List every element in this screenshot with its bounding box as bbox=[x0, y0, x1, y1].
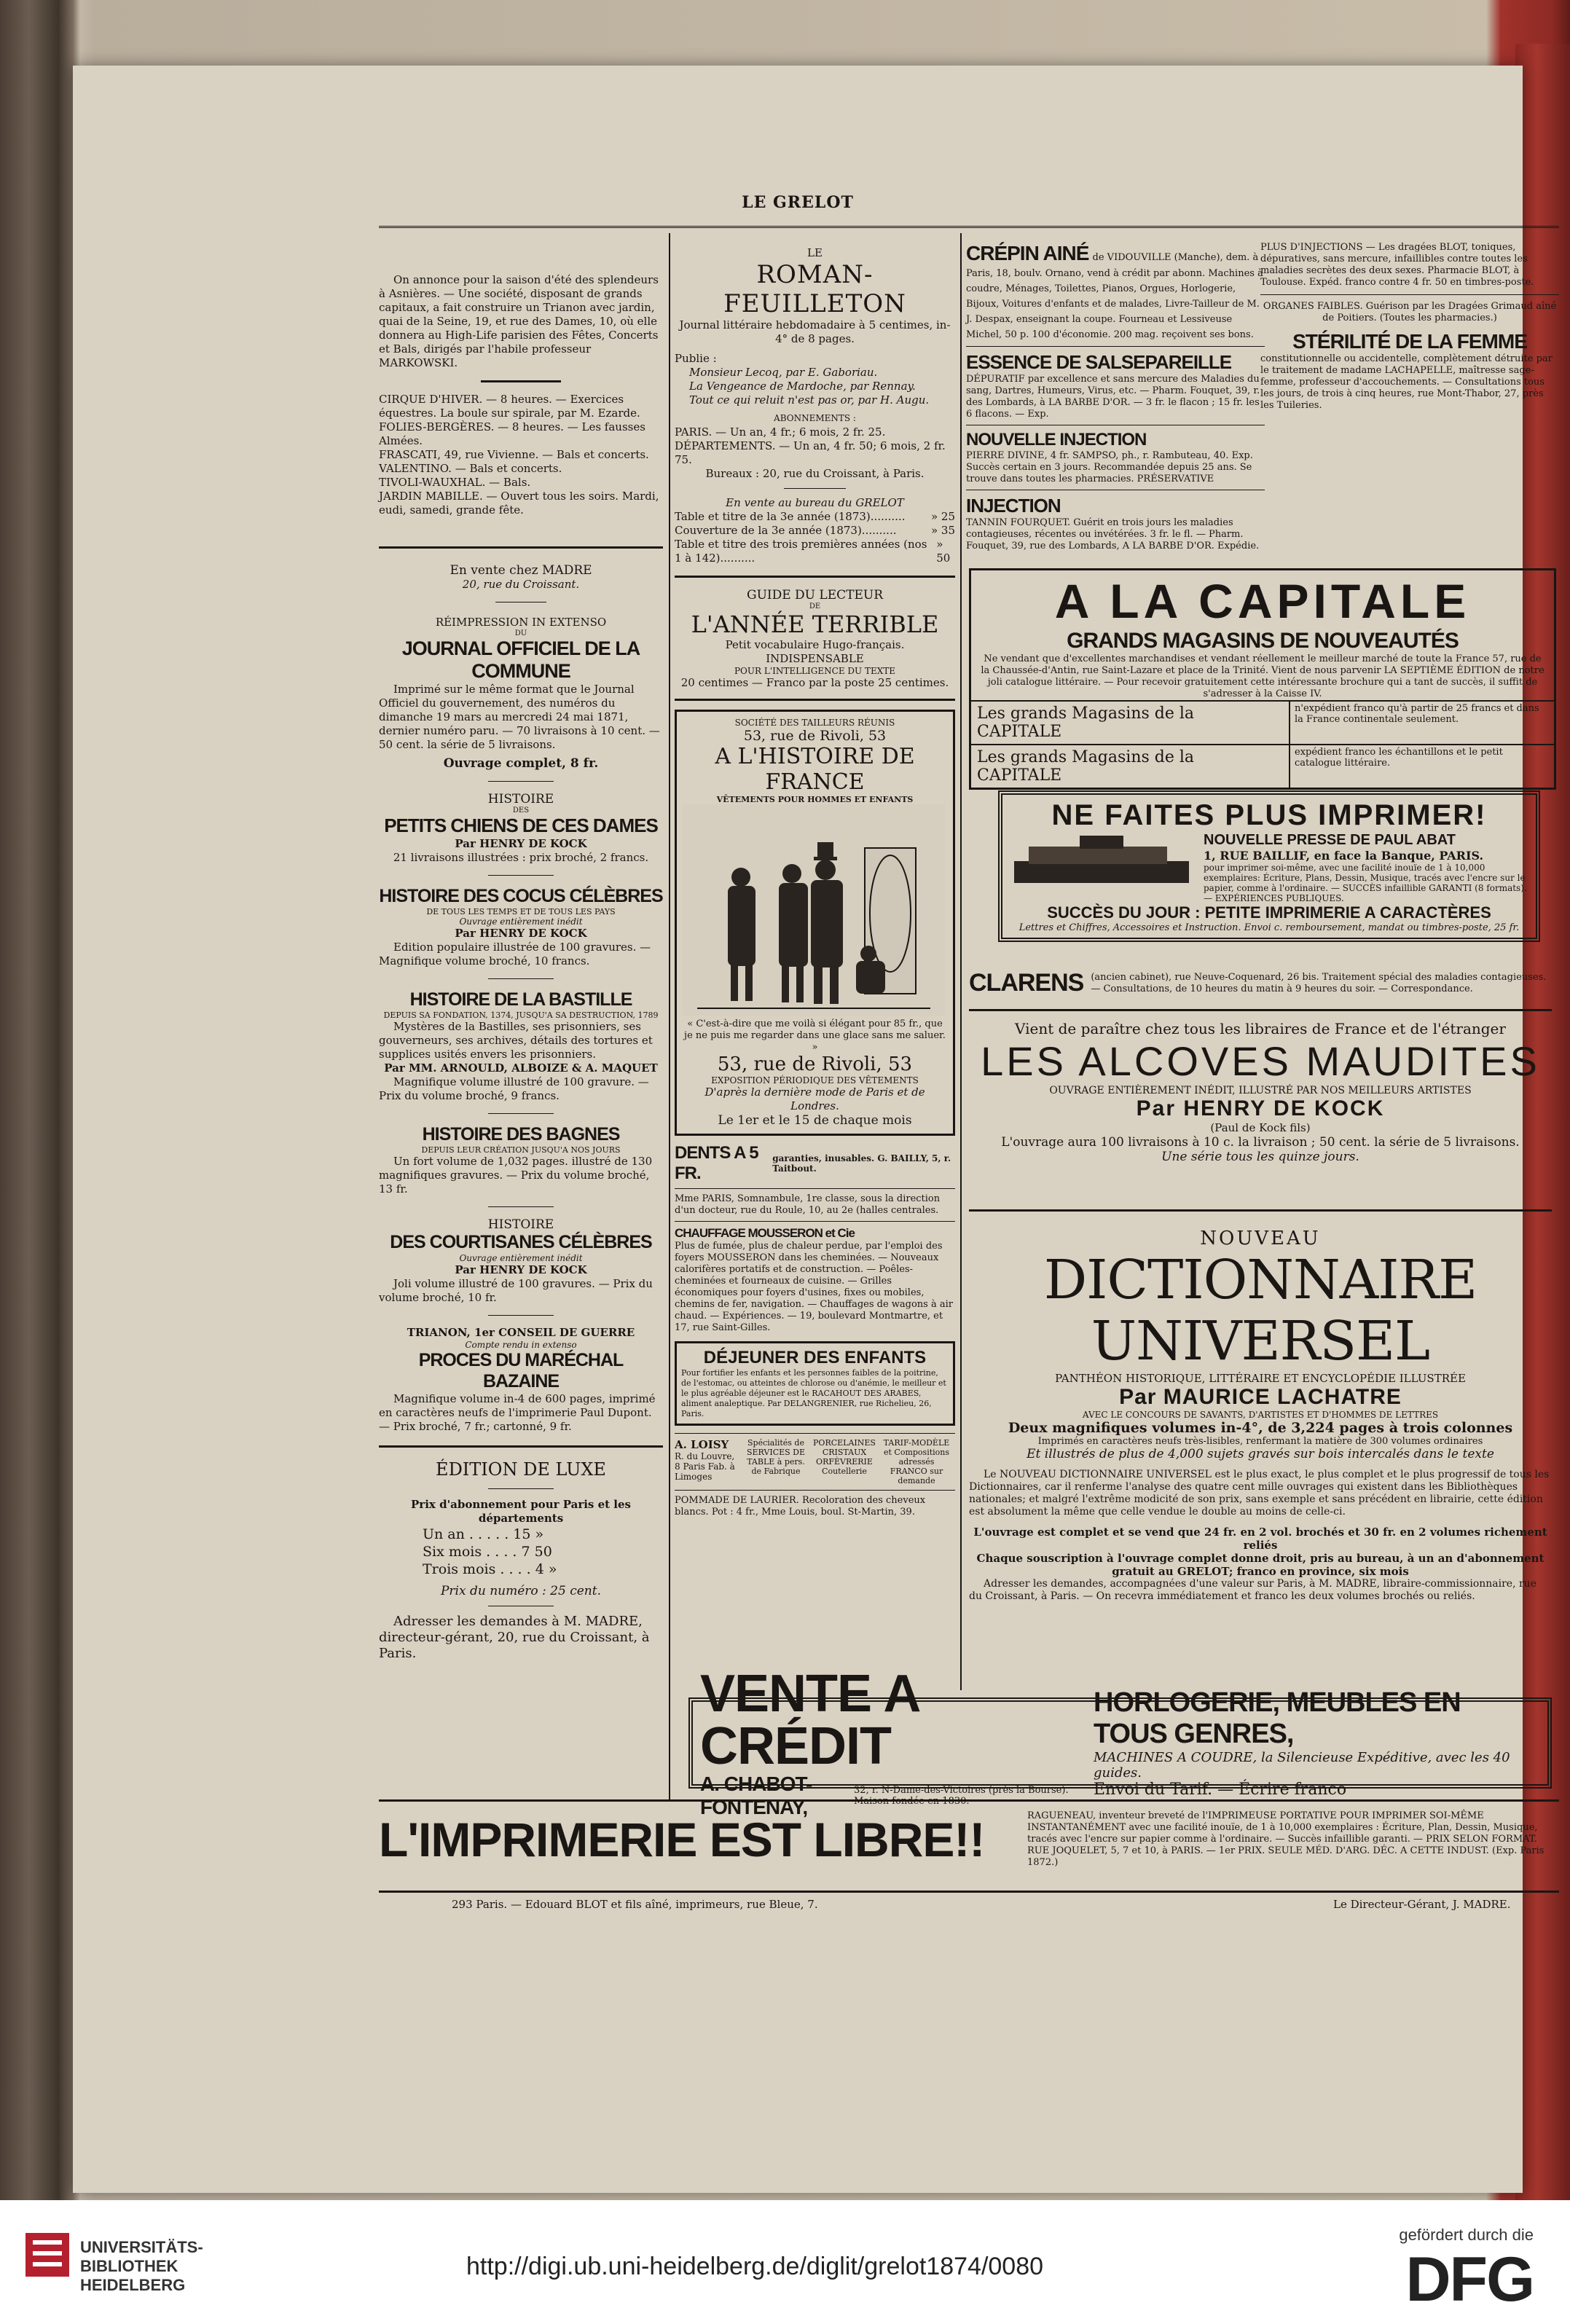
abonnement-title: Prix d'abonnement pour Paris et les départements bbox=[411, 1498, 631, 1525]
salsepareille-text: DÉPURATIF par excellence et sans mercure des Maladies du sang, Dartres, Humeurs, Virus, etc. — Pharm. Fouquet, 39, r. des Lombards, à LA BARBE D'OR. — 3 fr. le flacon ; 15 fr. les 6 flacons. — Exp. bbox=[966, 374, 1260, 420]
divider bbox=[488, 978, 554, 979]
imprimer-text-block bbox=[1204, 832, 1531, 903]
divider bbox=[379, 1799, 1559, 1802]
trianon: TRIANON, 1er CONSEIL DE GUERRE bbox=[407, 1326, 635, 1339]
dejeuner-text: Pour fortifier les enfants et les personnes faibles de la poitrine, de l'estomac, ou atteintes de chlorose ou d'anémie, le meilleur et le plus agréable déjeuner est le RACAHOUT DES ARABES, aliment analeptique. Par DELANGRENIER, rue Richelieu, 26, Paris. bbox=[681, 1368, 946, 1418]
column-divider bbox=[669, 233, 670, 1799]
imprimer-addr: 1, RUE BAILLIF, en face la Banque, PARIS. bbox=[1204, 849, 1484, 863]
dico-adresser: Adresser les demandes, accompagnées d'une valeur sur Paris, à M. MADRE, libraire-commissionnaire, rue du Croissant, à Paris. — On recevra immédiatement et franco les deux volumes brochés ou reliés. bbox=[969, 1578, 1536, 1602]
imprimer-succes: SUCCÈS DU JOUR : PETITE IMPRIMERIE A CARACTÈRES bbox=[1047, 903, 1491, 922]
guide: GUIDE DU LECTEUR bbox=[746, 588, 883, 602]
divider bbox=[488, 781, 554, 782]
annee-title: L'ANNÉE TERRIBLE bbox=[691, 611, 939, 638]
header-rule bbox=[379, 226, 1559, 228]
capitale-title: A LA CAPITALE bbox=[1054, 574, 1471, 628]
capitale-row bbox=[971, 700, 1554, 744]
ragueneau-text: RAGUENEAU, inventeur breveté de l'IMPRIMEUSE PORTATIVE POUR IMPRIMER SOI-MÊME INSTANTANÉMENT avec une facilité inouïe, de 1 à 10,000 exemplaires : Écriture, Plan, Dessin, Musique, tracés avec l'encre sur papier comme à l'ordinaire. — Succès infaillible garanti. — PRIX SELON FORMAT. RUE JOQUELET, 5, 7 et 10, à PARIS. — 1er PRIX. SEULE MÉD. D'ARG. DÉC. A CETTE INDUST. (Exp. Paris 1872.) bbox=[1027, 1810, 1545, 1868]
loisy-addr: R. du Louvre, 8 Paris Fab. à Limoges bbox=[675, 1451, 735, 1482]
bagnes-text: Un fort volume de 1,032 pages. illustré de 130 magnifiques gravures. — Prix du volume broché, 13 fr. bbox=[379, 1155, 653, 1196]
price-row bbox=[423, 1543, 663, 1561]
vente-address: 20, rue du Croissant. bbox=[462, 578, 580, 591]
annee-sub: Petit vocabulaire Hugo-français. bbox=[725, 638, 905, 651]
column-3a bbox=[966, 233, 1265, 552]
edition-luxe: ÉDITION DE LUXE bbox=[436, 1459, 606, 1480]
table-row bbox=[675, 510, 955, 524]
expo-date: Le 1er et le 15 de chaque mois bbox=[718, 1113, 912, 1128]
university-line: UNIVERSITÄTS- bbox=[80, 2238, 203, 2256]
bazaine-text: Magnifique volume in-4 de 600 pages, imprimé en caractères neufs de l'imprimerie Paul Dupont. — Prix broché, 7 fr.; cartonné, 9 fr. bbox=[379, 1392, 656, 1433]
asnieres-notice: On annonce pour la saison d'été des splendeurs à Asnières. — Une société, disposant de grands capitaux, a fait construire un Trianon avec jardin, quai de la Seine, 19, et rue des Dames, 10, où elle donnera au High-Life parisien des Fêtes, Concerts et Bals, dirigés par l'habile professeur MARKOWSKI. bbox=[379, 273, 659, 369]
university-seal-icon bbox=[22, 2229, 73, 2280]
courtisanes-title: DES COURTISANES CÉLÈBRES bbox=[390, 1232, 652, 1252]
courtisanes-sub: Ouvrage entièrement inédit bbox=[459, 1253, 583, 1263]
somnambule-ad: Mme PARIS, Somnambule, 1re classe, sous la direction d'un docteur, rue du Roule, 10, au 2e (halles centrales. bbox=[675, 1193, 941, 1216]
cocus-sub2: Ouvrage entièrement inédit bbox=[459, 916, 583, 927]
tailleurs-ad bbox=[675, 710, 955, 1136]
roman-title: ROMAN-FEUILLETON bbox=[723, 260, 906, 318]
price-label: Six mois . . . . 7 50 bbox=[423, 1544, 552, 1560]
loisy-name: A. LOISY bbox=[675, 1438, 729, 1451]
spectacle-item: FRASCATI, 49, rue Vivienne. — Bals et concerts. bbox=[379, 448, 649, 461]
university-line: BIBLIOTHEK bbox=[80, 2257, 178, 2275]
dico-imprimes: Imprimés en caractères neufs très-lisibles, renfermant la matière de 300 volumes ordinaires bbox=[1037, 1436, 1483, 1447]
journal-text: Imprimé sur le même format que le Journal Officiel du gouvernement, des numéros du dimanche 19 mars au mercredi 24 mai 1871, dernier numéro paru. — 70 livraisons à 10 cent. — 50 cent. la série de 5 livraisons. bbox=[379, 683, 660, 751]
injections-ad: PLUS D'INJECTIONS — Les dragées BLOT, toniques, dépuratives, sans mercure, infaillibles contre toutes les maladies secrètes des deux sexes. Pharmacie BLOT, à Toulouse. Expéd. franco contre 4 fr. 50 en timbres-poste. bbox=[1260, 242, 1534, 288]
vente-chez: En vente chez MADRE bbox=[450, 563, 592, 578]
bastille-text2: Magnifique volume illustré de 100 gravure. — Prix du volume broché, 9 francs. bbox=[379, 1075, 649, 1102]
annee-price: 20 centimes — Franco par la poste 25 centimes. bbox=[680, 676, 949, 689]
dejeuner-ad bbox=[675, 1341, 955, 1426]
printing-press-illustration bbox=[1007, 832, 1196, 890]
imprimer-lettres: Lettres et Chiffres, Accessoires et Instruction. Envoi c. remboursement, mandat ou timbres-poste, 25 fr. bbox=[1018, 922, 1520, 933]
alcoves-sub: OUVRAGE ENTIÈREMENT INÉDIT, ILLUSTRÉ PAR NOS MEILLEURS ARTISTES bbox=[1049, 1085, 1472, 1096]
le-label: LE bbox=[807, 246, 823, 259]
dents-sub: garanties, inusables. G. BAILLY, 5, r. Taitbout. bbox=[772, 1153, 951, 1174]
publie-item: Monsieur Lecoq, par E. Gaboriau. bbox=[689, 366, 878, 379]
column-3b bbox=[1260, 233, 1559, 412]
loisy-name-block bbox=[675, 1438, 740, 1485]
loisy-col: TARIF-MODÈLE et Compositions adressés FRANCO sur demande bbox=[883, 1438, 950, 1485]
price-table bbox=[423, 1526, 663, 1578]
divider bbox=[379, 546, 663, 549]
row-price: » 35 bbox=[930, 524, 955, 537]
capitale-ad bbox=[969, 568, 1556, 790]
price-row bbox=[423, 1526, 663, 1543]
alcoves-author: Par HENRY DE KOCK bbox=[1136, 1096, 1385, 1120]
chiens-author: Par HENRY DE KOCK bbox=[455, 837, 587, 850]
abon-paris: PARIS. — Un an, 4 fr.; 6 mois, 2 fr. 25. bbox=[675, 425, 886, 439]
tailors-engraving-illustration bbox=[683, 804, 945, 1016]
divider bbox=[1260, 294, 1559, 295]
crepin-ad bbox=[966, 242, 1265, 342]
clarens-text: (ancien cabinet), rue Neuve-Coquenard, 26 bis. Traitement spécial des maladies contagieuses. — Consultations, de 10 heures du matin à 9 heures du soir. — Correspondance. bbox=[1091, 971, 1547, 994]
imprimer-text: pour imprimer soi-même, avec une facilité inouïe de 1 à 10,000 exemplaires: Écriture, Plans, Dessin, Musique, tracés avec l'encre sur le papier, comme à l'ordinaire. — SUCCÈS infaillible GARANTI (8 formats). — EXPÉRIENCES PUBLIQUES. bbox=[1204, 863, 1527, 903]
source-url[interactable]: http://digi.ub.uni-heidelberg.de/diglit/grelot1874/0080 bbox=[466, 2253, 1044, 2280]
alcoves-fils: (Paul de Kock fils) bbox=[1210, 1121, 1311, 1134]
alcoves-text: L'ouvrage aura 100 livraisons à 10 c. la livraison ; 50 cent. la série de 5 livraisons. bbox=[1001, 1135, 1520, 1150]
journal-price: Ouvrage complet, 8 fr. bbox=[443, 756, 599, 771]
adresser: Adresser les demandes à M. MADRE, directeur-gérant, 20, rue du Croissant, à Paris. bbox=[379, 1614, 650, 1661]
credit-right2: MACHINES A COUDRE, la Silencieuse Expéditive, avec les 40 guides. bbox=[1094, 1750, 1510, 1781]
row-label: Table et titre des trois premières années (nos 1 à 142).......... bbox=[675, 538, 927, 565]
chiens-title: PETITS CHIENS DE CES DAMES bbox=[384, 814, 658, 836]
divider bbox=[488, 1113, 554, 1114]
sterilite-title: STÉRILITÉ DE LA FEMME bbox=[1292, 330, 1527, 353]
bastille-text: Mystères de la Bastilles, ses prisonniers, ses gouverneurs, ses archives, détails des tortures et supplices usités envers les prisonniers. bbox=[379, 1020, 653, 1061]
spectacle-item: TIVOLI-WAUXHAL. — Bals. bbox=[379, 476, 531, 489]
credit-left bbox=[700, 1664, 1079, 1819]
divider bbox=[675, 576, 955, 578]
capitale-text: Ne vendant que d'excellentes marchandises et vendant réellement le meilleur marché de toute la France 57, rue de la Chaussée-d'Antin, rue Saint-Lazare et place de la Trinité. Vient de nous parvenir LA SEPTIÈME ÉDITION de notre joli catalogue littéraire. — Pour recevoir gratuitement cette intéressante brochure qui a tant de succès, il suffit de s'adresser à la Caisse IV. bbox=[981, 653, 1545, 699]
row-price: » 50 bbox=[936, 538, 951, 565]
credit-right3: Envoi du Tarif. — Écrire franco bbox=[1094, 1781, 1347, 1799]
cocus-author: Par HENRY DE KOCK bbox=[455, 927, 587, 940]
divider bbox=[675, 1221, 955, 1222]
organes-ad: ORGANES FAIBLES. Guérison par les Dragées Grimaud aîné de Poitiers. (Toutes les pharmacies.) bbox=[1263, 301, 1557, 323]
imprimer-title: NE FAITES PLUS IMPRIMER! bbox=[1051, 799, 1487, 831]
credit-right1: HORLOGERIE, MEUBLES EN TOUS GENRES, bbox=[1094, 1687, 1461, 1749]
journal-title: JOURNAL OFFICIEL DE LA COMMUNE bbox=[401, 637, 640, 682]
cocus-title: HISTOIRE DES COCUS CÉLÈBRES bbox=[379, 886, 663, 906]
divider bbox=[379, 1445, 663, 1448]
imprimerie-title: L'IMPRIMERIE EST LIBRE!! bbox=[379, 1813, 985, 1866]
nouvelle-title: NOUVELLE INJECTION bbox=[966, 430, 1147, 450]
funding-label: gefördert durch die bbox=[1399, 2226, 1534, 2244]
table-row bbox=[675, 524, 955, 538]
divider bbox=[488, 875, 554, 876]
capitale-row-text: expédient franco les échantillons et le petit catalogue littéraire. bbox=[1295, 747, 1503, 769]
dictionnaire-ad bbox=[969, 1228, 1552, 1603]
crepin-title: CRÉPIN AINÉ bbox=[966, 242, 1089, 264]
dico-souscription: Chaque souscription à l'ouvrage complet donne droit, pris au bureau, à un an d'abonnement gratuit au GRELOT; franco en province, six mois bbox=[976, 1552, 1545, 1578]
clarens-ad bbox=[969, 969, 1552, 997]
divider bbox=[379, 1891, 1559, 1893]
price-label: Trois mois . . . . 4 bbox=[423, 1561, 544, 1577]
alcoves-ad bbox=[969, 1020, 1552, 1164]
imprimer-ad bbox=[998, 790, 1540, 942]
row-price: » 25 bbox=[930, 510, 955, 523]
bagnes-title: HISTOIRE DES BAGNES bbox=[422, 1124, 620, 1145]
capitale-row bbox=[971, 744, 1554, 788]
credit-title: VENTE A CRÉDIT bbox=[700, 1664, 919, 1775]
reimpression: RÉIMPRESSION IN EXTENSO bbox=[435, 616, 607, 629]
price-unit: » bbox=[535, 1526, 544, 1542]
credit-right bbox=[1079, 1687, 1540, 1799]
dico-sub: PANTHÉON HISTORIQUE, LITTÉRAIRE ET ENCYCLOPÉDIE ILLUSTRÉE bbox=[1055, 1372, 1466, 1385]
column-1 bbox=[379, 233, 663, 1662]
price-unit: » bbox=[548, 1561, 557, 1577]
injection-title: INJECTION bbox=[966, 495, 1061, 517]
dico-author: Par MAURICE LACHATRE bbox=[1119, 1385, 1402, 1409]
dents-title: DENTS A 5 FR. bbox=[675, 1143, 758, 1183]
capitale-row-text: n'expédient franco qu'à partir de 25 francs et dans la France continentale seulement. bbox=[1295, 703, 1539, 725]
spectacle-item: VALENTINO. — Bals et concerts. bbox=[379, 462, 562, 475]
vente-bureau: En vente au bureau du GRELOT bbox=[726, 496, 904, 509]
gerant: Le Directeur-Gérant, J. MADRE. bbox=[1333, 1898, 1511, 1911]
dico-vol: Deux magnifiques volumes in-4°, de 3,224 pages à trois colonnes bbox=[1008, 1420, 1513, 1436]
capitale-row-label: Les grands Magasins de la CAPITALE bbox=[971, 745, 1290, 788]
alcoves-serie: Une série tous les quinze jours. bbox=[1161, 1150, 1359, 1164]
capitale-sub: GRANDS MAGASINS DE NOUVEAUTÉS bbox=[1067, 629, 1459, 653]
column-2 bbox=[675, 233, 955, 1518]
divider bbox=[488, 1488, 554, 1489]
tailleurs-label: SOCIÉTÉ DES TAILLEURS RÉUNIS bbox=[734, 718, 895, 728]
expo-sub: D'après la dernière mode de Paris et de Londres. bbox=[704, 1086, 925, 1112]
expo: EXPOSITION PÉRIODIQUE DES VÊTEMENTS bbox=[711, 1075, 919, 1086]
publie-item: La Vengeance de Mardoche, par Rennay. bbox=[689, 380, 916, 393]
spectacle-item: JARDIN MABILLE. — Ouvert tous les soirs. Mardi, eudi, samedi, grande fête. bbox=[379, 490, 659, 517]
credit-ad bbox=[688, 1664, 1552, 1818]
divider bbox=[488, 1315, 554, 1316]
abonnements: ABONNEMENTS : bbox=[774, 413, 856, 423]
tailleurs-title: A L'HISTOIRE DE FRANCE bbox=[715, 744, 915, 795]
imprimer-sub: NOUVELLE PRESSE DE PAUL ABAT bbox=[1204, 832, 1456, 848]
chiens-text: 21 livraisons illustrées : prix broché, 2 francs. bbox=[393, 851, 649, 864]
imprimer-body bbox=[1007, 832, 1531, 903]
bastille-author: Par MM. ARNOULD, ALBOIZE & A. MAQUET bbox=[384, 1061, 658, 1075]
university-name bbox=[80, 2238, 203, 2295]
loisy-col: Spécialités de SERVICES DE TABLE à pers. de Fabrique bbox=[746, 1438, 806, 1476]
bagnes-sub: DEPUIS LEUR CRÉATION JUSQU'A NOS JOURS bbox=[421, 1145, 621, 1155]
pour: POUR L'INTELLIGENCE DU TEXTE bbox=[734, 666, 896, 676]
dfg-logo: DFG bbox=[1405, 2245, 1534, 2315]
divider bbox=[481, 380, 561, 382]
divider bbox=[675, 699, 955, 701]
imprimeur: 293 Paris. — Edouard BLOT et fils aîné, imprimeurs, rue Bleue, 7. bbox=[452, 1898, 818, 1911]
capitale-row-label: Les grands Magasins de la CAPITALE bbox=[971, 702, 1290, 744]
divider bbox=[488, 1206, 554, 1207]
tailleurs-addr2: 53, rue de Rivoli, 53 bbox=[717, 1053, 913, 1075]
digitization-footer bbox=[0, 2200, 1570, 2324]
table-row bbox=[675, 538, 955, 565]
salsepareille-title: ESSENCE DE SALSEPAREILLE bbox=[966, 351, 1232, 373]
tailleurs-sub: VÊTEMENTS POUR HOMMES ET ENFANTS bbox=[716, 795, 914, 804]
nouveau: NOUVEAU bbox=[1200, 1228, 1321, 1249]
indispensable: INDISPENSABLE bbox=[766, 652, 864, 665]
publie: Publie : bbox=[675, 352, 717, 365]
divider bbox=[675, 1188, 955, 1189]
compte-rendu: Compte rendu in extenso bbox=[465, 1340, 577, 1350]
sterilite-text: constitutionnelle ou accidentelle, complètement détruite par le traitement de madame LACHAPELLE, maîtresse sage-femme, professeur d'accouchements. — Consultations tous les jours, de trois à cinq heures, rue Mont-Thabor, 27, près les Tuileries. bbox=[1260, 353, 1553, 411]
clarens-title: CLARENS bbox=[969, 969, 1084, 997]
row-label: Table et titre de la 3e année (1873).......... bbox=[675, 510, 906, 523]
chauffage-text: Plus de fumée, plus de chaleur perdue, par l'emploi des foyers MOUSSERON dans les cheminées. — Nouveaux calorifères portatifs et de construction. — Poêles-cheminées et fourneaux de cuisine. — Grilles économiques pour foyers d'usines, fixes ou mobiles, chemins de fer, navigation. — Chauffages de wagons à air chaud. — Expériences. — 19, boulevard Montmartre, et 17, rue Saint-Gilles. bbox=[675, 1241, 953, 1333]
price-label: Un an . . . . . 15 bbox=[423, 1526, 531, 1542]
de-label: DE bbox=[809, 602, 821, 611]
column-divider bbox=[960, 233, 962, 1690]
histoire-label: HISTOIRE bbox=[487, 792, 554, 806]
bastille-title: HISTOIRE DE LA BASTILLE bbox=[409, 989, 632, 1010]
credit-addr: 32, r. N-Dame-des-Victoires (près la Bourse). Maison fondée en 1830. bbox=[854, 1784, 1069, 1807]
abon-dep: DÉPARTEMENTS. — Un an, 4 fr. 50; 6 mois, 2 fr. 75. bbox=[675, 439, 946, 466]
page-header: LE GRELOT bbox=[742, 193, 854, 212]
alcoves-intro: Vient de paraître chez tous les libraires de France et de l'étranger bbox=[1015, 1020, 1506, 1037]
divider bbox=[675, 1490, 955, 1491]
injection-text: TANNIN FOURQUET. Guérit en trois jours les maladies contagieuses, récentes ou invétérées. 3 fr. le fl. — Pharm. Fouquet, 39, rue des Lombards, A LA BARBE D'OR. Expédie. bbox=[966, 517, 1260, 551]
divider bbox=[966, 346, 1265, 347]
divider bbox=[784, 488, 846, 489]
dico-complet: L'ouvrage est complet et se vend que 24 fr. en 2 vol. brochés et 30 fr. en 2 volumes richement reliés bbox=[973, 1526, 1547, 1552]
courtisanes-author: Par HENRY DE KOCK bbox=[455, 1263, 587, 1276]
bastille-sub: DEPUIS SA FONDATION, 1374, JUSQU'A SA DESTRUCTION, 1789 bbox=[383, 1010, 659, 1020]
tailleurs-quote: « C'est-à-dire que me voilà si élégant pour 85 fr., que je ne puis me regarder dans une glace sans me saluer. » bbox=[684, 1018, 946, 1053]
cocus-text: Edition populaire illustrée de 100 gravures. — Magnifique volume broché, 10 francs. bbox=[379, 941, 651, 967]
spectacle-item: FOLIES-BERGÈRES. — 8 heures. — Les fausses Almées. bbox=[379, 420, 645, 447]
courtisanes-text: Joli volume illustré de 100 gravures. — Prix du volume broché, 10 fr. bbox=[379, 1277, 653, 1304]
spectacle-item: CIRQUE D'HIVER. — 8 heures. — Exercices équestres. La boule sur spirale, par M. Ezarde. bbox=[379, 393, 640, 420]
crepin-text: de VIDOUVILLE (Manche), dem. à Paris, 18, boulv. Ornano, vend à crédit par abonn. Machines à coudre, Ménages, Toilettes, Pianos, Orgues, Horlogerie, Bijoux, Voitures d'enfants et de malades, Livre-Tailleur de M. J. Despax, enseignant la coupe. Fourneau et Lessiveuse Michel, 50 p. 100 d'économie. 200 mag. reçoivent ses bons. bbox=[966, 252, 1263, 340]
dico-concours: AVEC LE CONCOURS DE SAVANTS, D'ARTISTES ET D'HOMMES DE LETTRES bbox=[1082, 1410, 1439, 1420]
university-line: HEIDELBERG bbox=[80, 2276, 186, 2294]
divider bbox=[969, 1009, 1552, 1011]
spectacles-list bbox=[379, 393, 663, 517]
du: DU bbox=[514, 629, 527, 637]
dejeuner-title: DÉJEUNER DES ENFANTS bbox=[703, 1348, 927, 1367]
dents-ad bbox=[675, 1143, 955, 1184]
nouvelle-text: PIERRE DIVINE, 4 fr. SAMPSO, ph., r. Rambuteau, 40. Exp. Succès certain en 3 jours. Recommandée depuis 25 ans. Se trouve dans toutes les pharmacies. PRÉSERVATIVE bbox=[966, 450, 1253, 484]
dico-title: DICTIONNAIRE UNIVERSEL bbox=[1043, 1249, 1477, 1373]
histoire-label: HISTOIRE bbox=[487, 1217, 554, 1232]
alcoves-title: LES ALCOVES MAUDITES bbox=[981, 1038, 1540, 1084]
pommade-ad: POMMADE DE LAURIER. Recoloration des cheveux blancs. Pot : 4 fr., Mme Louis, boul. St-Martin, 39. bbox=[675, 1495, 926, 1518]
price-row bbox=[423, 1561, 663, 1578]
loisy-ad bbox=[675, 1433, 955, 1485]
cocus-sub: DE TOUS LES TEMPS ET DE TOUS LES PAYS bbox=[426, 907, 616, 916]
bureaux: Bureaux : 20, rue du Croissant, à Paris. bbox=[705, 467, 925, 480]
prix-numero: Prix du numéro : 25 cent. bbox=[440, 1584, 601, 1598]
imprimerie-ad bbox=[379, 1810, 1559, 1869]
credit-name: A. CHABOT-FONTENAY, bbox=[700, 1772, 812, 1818]
roman-sub: Journal littéraire hebdomadaire à 5 centimes, in-4° de 8 pages. bbox=[679, 318, 951, 345]
divider bbox=[969, 1209, 1552, 1212]
tailleurs-addr: 53, rue de Rivoli, 53 bbox=[743, 728, 887, 744]
publie-item: Tout ce qui reluit n'est pas or, par H. Augu. bbox=[689, 393, 930, 407]
bazaine-title: PROCES DU MARÉCHAL BAZAINE bbox=[418, 1350, 624, 1391]
row-label: Couverture de la 3e année (1873).......... bbox=[675, 524, 897, 537]
des-label: DES bbox=[512, 806, 530, 814]
dico-illustres: Et illustrés de plus de 4,000 sujets gravés sur bois intercalés dans le texte bbox=[1027, 1447, 1494, 1461]
tables-list bbox=[675, 510, 955, 565]
dico-text: Le NOUVEAU DICTIONNAIRE UNIVERSEL est le plus exact, le plus complet et le plus progressif de tous les Dictionnaires, car il renferme l'analyse des quatre cent mille ouvrages qui existent dans les Bibliothèques nationales; et malgré l'extrême modicité de son prix, sans exemple et sans précédent en librairie, cette édition est absolument la même que celle vendue le double au moins de celle-ci. bbox=[969, 1469, 1550, 1518]
loisy-col: PORCELAINES CRISTAUX ORFÈVRERIE Coutellerie bbox=[813, 1438, 876, 1476]
chauffage-title: CHAUFFAGE MOUSSERON et Cie bbox=[675, 1226, 855, 1240]
